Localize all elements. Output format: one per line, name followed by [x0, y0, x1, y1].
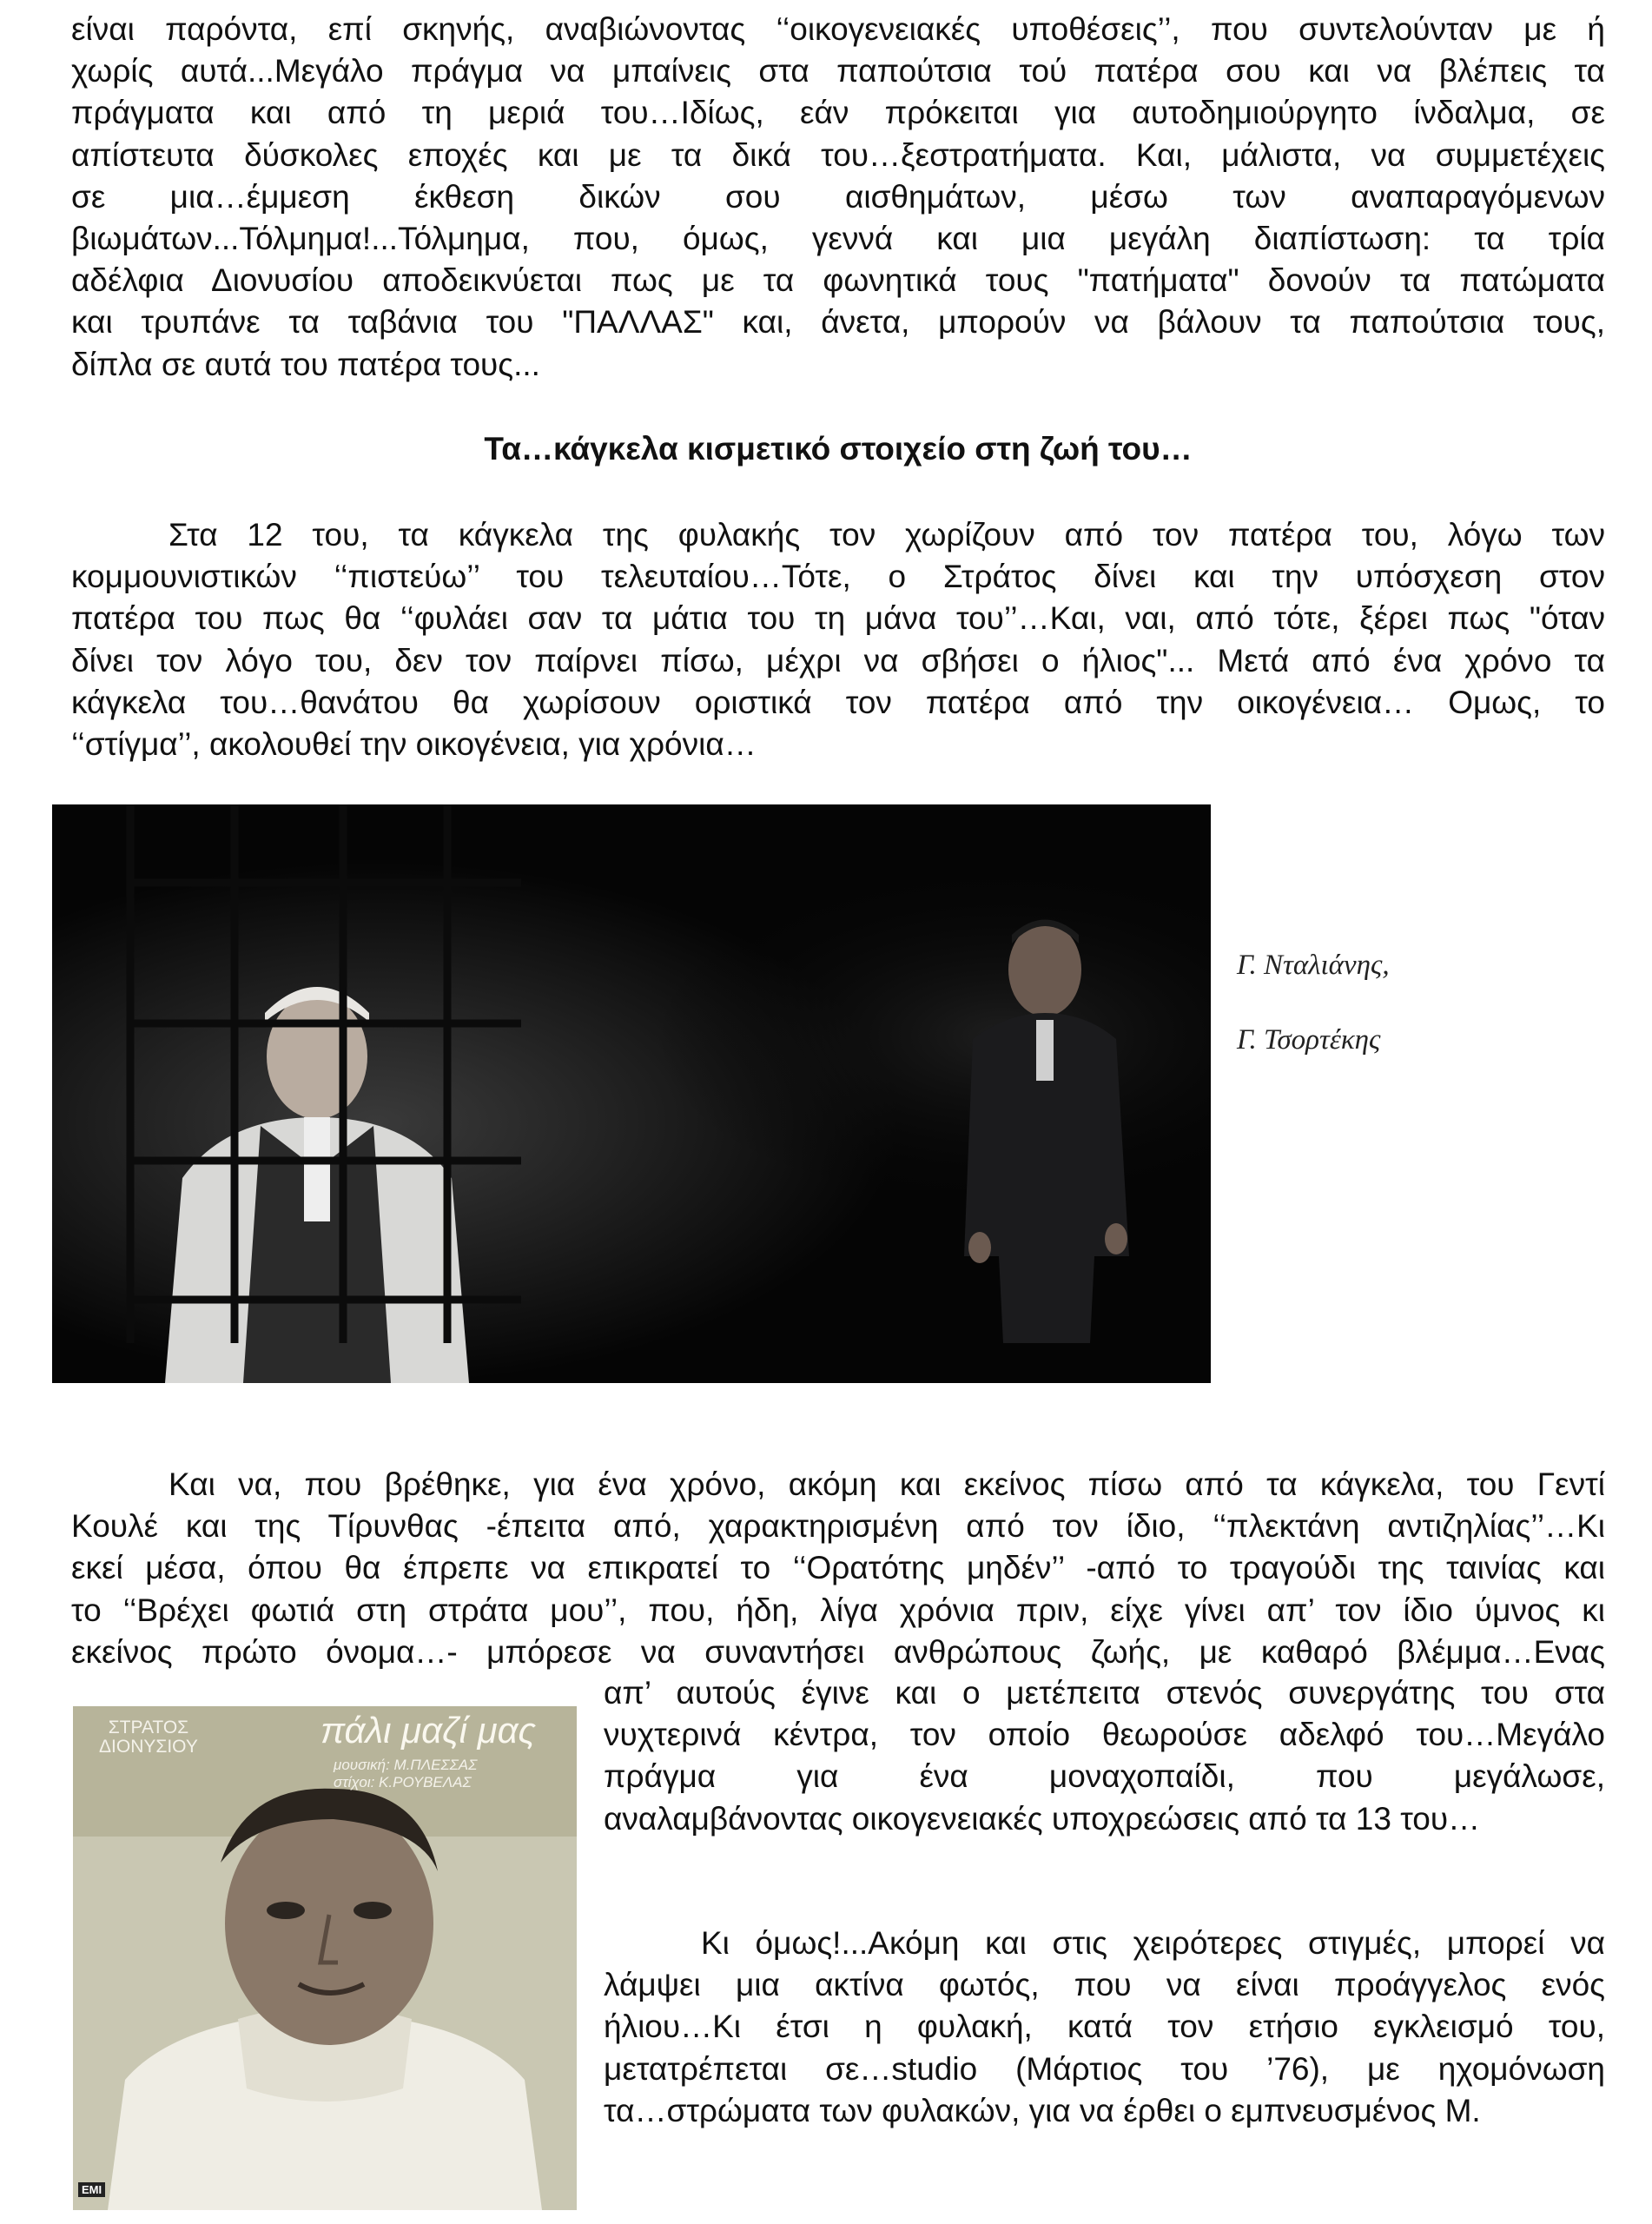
text-line: το ‘‘Βρέχει φωτιά στη στράτα μου’’, που, ήδη, λίγα χρόνια πριν, είχε γίνει απ’ τον ίδιο ύμνος κι: [71, 1592, 1605, 1628]
text-line: ‘‘στίγμα’’, ακολουθεί την οικογένεια, για χρόνια…: [71, 726, 757, 763]
album-portrait-illustration: [73, 1706, 577, 2210]
photo-caption: [1237, 928, 1390, 1077]
text-line: Στα 12 του, τα κάγκελα της φυλακής τον χωρίζουν από τον πατέρα του, λόγω των: [169, 517, 1605, 553]
caption-line: Γ. Νταλιάνης,: [1237, 950, 1390, 981]
text-line: σε μια…έμμεση έκθεση δικών σου αισθημάτων, μέσω των αναπαραγόμενων: [71, 178, 1605, 215]
text-line: κάγκελα του…θανάτου θα χωρίσουν οριστικά τον πατέρα από την οικογένεια… Ομως, το: [71, 684, 1605, 720]
album-artist: ΣΤΡΑΤΟΣ ΔΙΟΝΥΣΙΟΥ: [99, 1718, 198, 1757]
text-line: χωρίς αυτά...Μεγάλο πράγμα να μπαίνεις στα παπούτσια τού πατέρα σου και να βλέπεις τα: [71, 53, 1605, 89]
paragraph-5: [604, 1923, 1605, 2132]
text-line: λάμψει μια ακτίνα φωτός, που να είναι προάγγελος ενός: [604, 1967, 1605, 2003]
paragraph-3: [71, 1464, 1605, 1673]
text-line: Και να, που βρέθηκε, για ένα χρόνο, ακόμη και εκείνος πίσω από τα κάγκελα, του Γεντί: [169, 1466, 1605, 1502]
text-line: τα…στρώματα των φυλακών, για να έρθει ο εμπνευσμένος Μ.: [604, 2092, 1481, 2128]
text-line: μετατρέπεται σε…studio (Μάρτιος του ’76), με ηχομόνωση: [604, 2050, 1605, 2087]
album-credits: μουσική: Μ.ΠΛΕΣΣΑΣ στίχοι: Κ.ΡΟΥΒΕΛΑΣ: [334, 1757, 478, 1790]
text-line: Κι όμως!...Ακόμη και στις χειρότερες στιγμές, μπορεί να: [701, 1925, 1605, 1961]
text-line: βιωμάτων...Τόλμημα!...Τόλμημα, που, όμως, γεννά και μια μεγάλη διαπίστωση: τα τρία: [71, 221, 1605, 257]
album-cover: [73, 1706, 577, 2210]
text-line: απίστευτα δύσκολες εποχές και με τα δικά του…ξεστρατήματα. Και, μάλιστα, να συμμετέχεις: [71, 136, 1605, 173]
text-line: δίνει τον λόγο του, δεν τον παίρνει πίσω, μέχρι να σβήσει ο ήλιος"... Μετά από ένα χρόνο τα: [71, 642, 1605, 678]
text-line: Κουλέ και της Τίρυνθας -έπειτα από, χαρακτηρισμένη από τον ίδιο, ‘‘πλεκτάνη αντιζηλίας’’…Κι: [71, 1508, 1605, 1545]
text-line: πράγματα και από τη μεριά του…Ιδίως, εάν πρόκειται για αυτοδημιούργητο ίνδαλμα, σε: [71, 95, 1605, 131]
text-line: και τρυπάνε τα ταβάνια του "ΠΑΛΛΑΣ" και, άνετα, μπορούν να βάλουν τα παπούτσια τους,: [71, 304, 1605, 341]
paragraph-4: [604, 1672, 1605, 1840]
paragraph-1: [71, 9, 1605, 386]
emi-logo: EMI: [78, 2182, 105, 2197]
text-line: εκεί μέσα, όπου θα έπρεπε να επικρατεί το ‘‘Ορατότης μηδέν’’ -από το τραγούδι της ταινίας και: [71, 1550, 1605, 1586]
text-line: δίπλα σε αυτά του πατέρα τους...: [71, 346, 540, 382]
text-line: αδέλφια Διονυσίου αποδεικνύεται πως με τα φωνητικά τους "πατήματα" δονούν τα πατώματα: [71, 262, 1605, 299]
text-line: νυχτερινά κέντρα, τον οποίο θεωρούσε αδελφό του…Μεγάλο: [604, 1717, 1605, 1753]
text-line: αναλαμβάνοντας οικογενειακές υποχρεώσεις από τα 13 του…: [604, 1800, 1481, 1837]
section-heading: Τα…κάγκελα κισμετικό στοιχείο στη ζωή του…: [484, 431, 1193, 467]
caption-line: Γ. Τσορτέκης: [1237, 1024, 1381, 1056]
text-line: ήλιου…Κι έτσι η φυλακή, κατά τον ετήσιο εγκλεισμό του,: [604, 2009, 1605, 2045]
text-line: απ’ αυτούς έγινε και ο μετέπειτα στενός συνεργάτης του στα: [604, 1675, 1605, 1711]
text-line: κομμουνιστικών ‘‘πιστεύω’’ του τελευταίου…Τότε, ο Στράτος δίνει και την υπόσχεση στον: [71, 559, 1605, 595]
stage-scene-illustration: [52, 804, 1211, 1383]
text-line: πατέρα του πως θα ‘‘φυλάει σαν τα μάτια του τη μάνα του’’…Και, ναι, από τότε, ξέρει πως "όταν: [71, 600, 1605, 637]
paragraph-2: [71, 514, 1605, 765]
stage-photo: [52, 804, 1211, 1383]
album-title: πάλι μαζί μας: [320, 1710, 536, 1751]
text-line: εκείνος πρώτο όνομα…- μπόρεσε να συναντήσει ανθρώπους ζωής, με καθαρό βλέμμα…Ενας: [71, 1633, 1605, 1670]
text-line: πράγμα για ένα μοναχοπαίδι, που μεγάλωσε,: [604, 1758, 1605, 1795]
text-line: είναι παρόντα, επί σκηνής, αναβιώνοντας ‘‘οικογενειακές υποθέσεις’’, που συντελούνταν με ή: [71, 11, 1605, 47]
